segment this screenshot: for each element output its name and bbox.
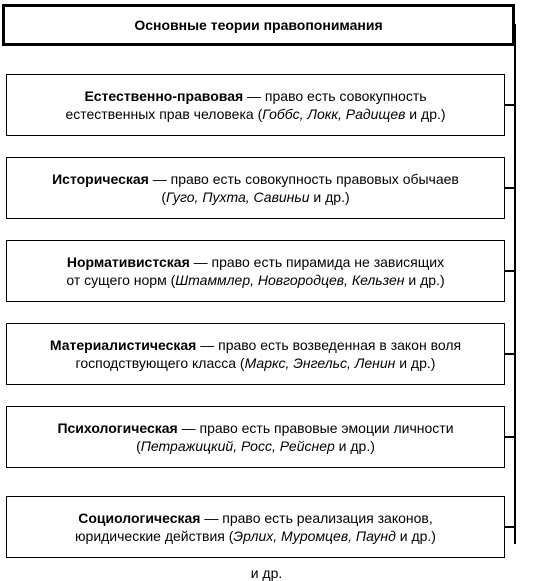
diagram-title-text: Основные теории правопонимания — [134, 17, 383, 33]
theory-box-psychological — [6, 406, 505, 468]
theory-tail: и др.) — [395, 528, 436, 544]
connector-branch-5 — [505, 436, 516, 438]
theory-text — [65, 87, 445, 123]
theory-text — [75, 509, 436, 545]
connector-branch-6 — [505, 526, 516, 528]
connector-trunk — [514, 24, 516, 544]
theory-definition-cont: естественных прав человека ( — [65, 106, 263, 122]
theory-authors: Гоббс, Локк, Радищев — [262, 106, 406, 122]
theory-tail: и др.) — [334, 438, 375, 454]
theory-tail: и др.) — [395, 355, 436, 371]
theory-definition-cont: ( — [136, 438, 141, 454]
theory-definition-cont: от сущего норм ( — [66, 272, 176, 288]
connector-branch-3 — [505, 270, 516, 272]
theory-authors: Маркс, Энгельс, Ленин — [244, 355, 396, 371]
connector-branch-1 — [505, 104, 516, 106]
theory-tail: и др.) — [405, 106, 446, 122]
theory-box-normativist — [6, 240, 505, 302]
theory-box-materialist — [6, 323, 505, 385]
theory-name: Социологическая — [78, 510, 201, 526]
theory-tail: и др.) — [404, 272, 445, 288]
diagram-title — [2, 4, 515, 46]
theory-text — [52, 170, 459, 206]
theory-name: Историческая — [52, 171, 149, 187]
theory-authors: Гуго, Пухта, Савиньи — [166, 189, 310, 205]
theory-authors: Эрлих, Муромцев, Паунд — [233, 528, 396, 544]
connector-branch-4 — [505, 353, 516, 355]
theory-tail: и др.) — [309, 189, 350, 205]
theory-definition-cont: господствующего класса ( — [75, 355, 245, 371]
theory-box-sociological — [6, 496, 505, 558]
theory-definition-cont: юридические действия ( — [75, 528, 234, 544]
theory-authors: Петражицкий, Росс, Рейснер — [140, 438, 335, 454]
theory-definition-cont: ( — [161, 189, 166, 205]
theory-text — [57, 419, 453, 455]
theory-text — [66, 253, 444, 289]
theory-authors: Штаммлер, Новгородцев, Кельзен — [175, 272, 405, 288]
theory-name: Психологическая — [57, 420, 178, 436]
footnote: и др. — [250, 565, 283, 581]
theory-definition: — право есть правовые эмоции личности — [177, 420, 454, 436]
theory-definition: — право есть возведенная в закон воля — [196, 337, 462, 353]
theory-definition: — право есть пирамида не зависящих — [189, 254, 445, 270]
theory-text — [50, 336, 461, 372]
theory-box-natural-law — [6, 74, 505, 136]
theory-definition: — право есть совокупность — [243, 88, 427, 104]
theory-box-historical — [6, 157, 505, 219]
theory-definition: — право есть реализация законов, — [200, 510, 433, 526]
theory-name: Естественно-правовая — [84, 88, 244, 104]
theory-name: Материалистическая — [49, 337, 197, 353]
theory-name: Нормативистская — [66, 254, 190, 270]
connector-branch-2 — [505, 187, 516, 189]
theory-definition: — право есть совокупность правовых обычаев — [148, 171, 459, 187]
